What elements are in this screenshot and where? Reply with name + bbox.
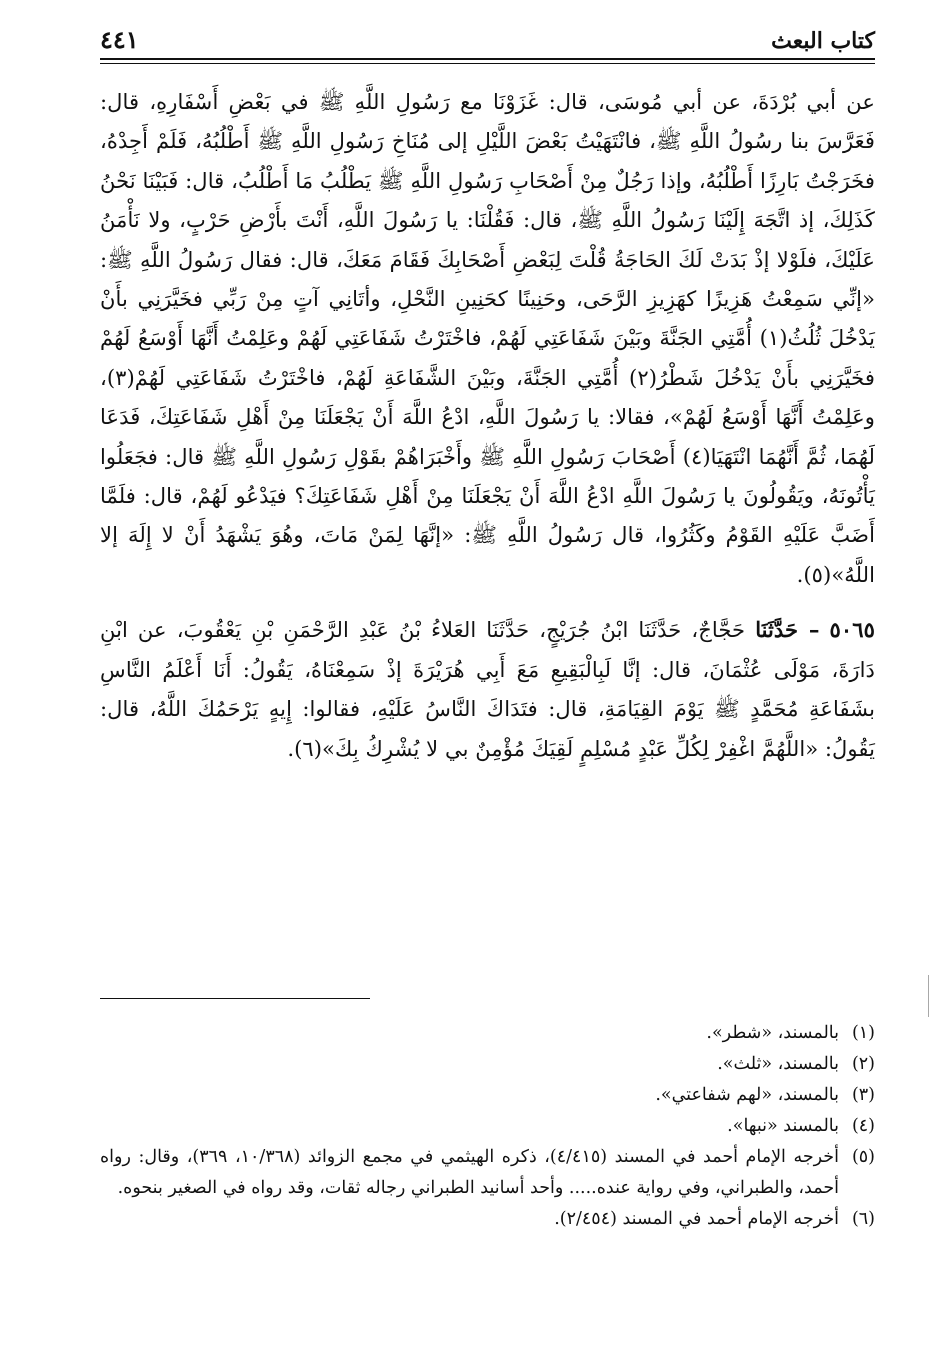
scan-mark (928, 975, 929, 1017)
footnote-label: (٤) (851, 1116, 875, 1136)
hadith-text: عن أبي بُرْدَةَ، عن أبي مُوسَى، قال: غَزَوْنَا مع رَسُولِ اللَّهِ ﷺ في بَعْضِ أَسْفَارِهِ، قال: فَعَرَّسَ بنا رسُولُ اللَّهِ ﷺ، فانْتَهَيْتُ بَعْضَ اللَّيْلِ إلى مُنَاخِ رَسُولِ اللَّهِ ﷺ أَطْلُبُهُ، فَلَمْ أَجِدْهُ، فخَرَجْتُ بَارِزًا أَطْلُبُهُ، وإذا رَجُلٌ مِنْ أَصْحَابِ رَسُولِ اللَّهِ ﷺ يَطْلُبُ مَا أَطْلُبُ، قال: فَبَيْنَا نَحْنُ كَذَلِكَ، إذ اتَّجَهَ إِلَيْنَا رَسُولُ اللَّهِ ﷺ، قال: فَقُلْنَا: يا رَسُولَ اللَّهِ، أَنْتَ بأَرْضِ حَرْبٍ، ولا نَأْمَنُ عَلَيْكَ، فلَوْلا إذْ بَدَتْ لَكَ الحَاجَةُ قُلْتَ لِبَعْضِ أَصْحَابِكَ فَقَامَ مَعَكَ، قال: فقال رَسُولُ اللَّهِ ﷺ: «إنِّي سَمِعْتُ هَزِيزًا كهَزِيزِ الرَّحَى، وحَنِينًا كحَنِينِ النَّحْلِ، وأتَانِي آتٍ مِنْ رَبِّي فخَيَّرَنِي بأَنْ يَدْخُلَ ثُلُثُ(١) أُمَّتِي الجَنَّةَ وبَيْنَ شَفَاعَتِي لَهُمْ، فاخْتَرْتُ شَفَاعَتِي لَهُمْ وعَلِمْتُ أَنَّهَا أَوْسَعُ لَهُمْ فخَيَّرَنِي بأَنْ يَدْخُلَ شَطْرُ(٢) أُمَّتِي الجَنَّةَ، وبَيْنَ الشَّفَاعَةِ لَهُمْ، فاخْتَرْتُ شَفَاعَتِي لَهُمْ(٣)، وعَلِمْتُ أَنَّهَا أَوْسَعُ لَهُمْ»، فقالا: يا رَسُولَ اللَّهِ، ادْعُ اللَّهَ أَنْ يَجْعَلَنَا مِنْ أَهْلِ شَفَاعَتِكَ، فَدَعَا لَهُمَا، ثُمَّ أَنَّهُمَا انْتَهَيَا(٤) أَصْحَابَ رَسُولِ اللَّهِ ﷺ وأَخْبَرَاهُمْ بقَوْلِ رَسُولِ اللَّهِ ﷺ قال: فجَعَلُوا يَأْتُونَهُ، ويَقُولُونَ يا رَسُولَ اللَّهِ ادْعُ اللَّهَ أَنْ يَجْعَلَنَا مِنْ أَهْلِ شَفَاعَتِكَ؟ فيَدْعُو لَهُمْ، قال: فلَمَّا أَضَبَّ عَلَيْهِ القَوْمُ وكَثُرُوا، قال رَسُولُ اللَّهِ ﷺ: «إنَّهَا لِمَنْ مَاتَ، وهُوَ يَشْهَدُ أَنْ لا إِلَهَ إلا اللَّهُ»(٥). (100, 89, 875, 587)
footnote (100, 1080, 875, 1111)
footnote (100, 1049, 875, 1080)
footnote-label: (٢) (851, 1054, 875, 1074)
main-text (100, 82, 875, 768)
footnote-text: بالمسند، «شطر». (706, 1023, 839, 1043)
footnote-text: أخرجه الإمام أحمد في المسند (٤/٤١٥)، ذكره الهيثمي في مجمع الزوائد (١٠/٣٦٨، ٣٦٩)، وقال: رواه أحمد، والطبراني، وفي رواية عنده..... وأحد أسانيد الطبراني رجاله ثقات، وقد رواه في الصغير بنحوه. (100, 1147, 839, 1198)
footnote (100, 1204, 875, 1235)
hadith-number: ٥٠٦٥ (829, 617, 875, 643)
footnote-label: (١) (851, 1023, 875, 1043)
footnote-text: بالمسند «نبها». (727, 1116, 839, 1136)
footnote-label: (٣) (851, 1085, 875, 1105)
footnote (100, 1142, 875, 1204)
page-header (100, 14, 875, 60)
page-number: ٤٤١ (100, 25, 139, 54)
footnote-separator (100, 998, 370, 999)
footnote (100, 1018, 875, 1049)
hadith-paragraph (100, 610, 875, 768)
footnote-label: (٦) (851, 1209, 875, 1229)
hadith-text: حَجَّاجٌ، حَدَّثَنَا ابْنُ جُرَيْجٍ، حَدَّثَنَا العَلاءُ بْنُ عَبْدِ الرَّحْمَنِ بْنِ يَعْقُوبَ، عن ابْنِ دَارَةَ، مَوْلَى عُثْمَانَ، قال: إنَّا لَبِالْبَقِيعِ مَعَ أَبِي هُرَيْرَةَ إذْ سَمِعْنَاهُ، يَقُولُ: أَنَا أَعْلَمُ النَّاسِ بشَفَاعَةِ مُحَمَّدٍ ﷺ يَوْمَ القِيَامَةِ، قال: فتَدَاكَ النَّاسُ عَلَيْهِ، فقالوا: إِيهٍ يَرْحَمُكَ اللَّهُ، قال: يَقُولُ: «اللَّهُمَّ اغْفِرْ لِكُلِّ عَبْدٍ مُسْلِمٍ لَقِيَكَ مُؤْمِنٌ بي لا يُشْرِكُ بِكَ»(٦). (100, 617, 875, 761)
hadith-dash: – (798, 617, 820, 643)
book-title: كتاب البعث (771, 28, 875, 54)
footnote-label: (٥) (851, 1147, 875, 1167)
footnote-text: أخرجه الإمام أحمد في المسند (٢/٤٥٤). (554, 1209, 839, 1229)
footnotes (100, 1018, 875, 1235)
footnote-text: بالمسند، «لهم شفاعتي». (655, 1085, 839, 1105)
footnote-text: بالمسند، «ثلث». (717, 1054, 839, 1074)
book-page (100, 14, 875, 1314)
hadith-paragraph (100, 82, 875, 594)
footnote (100, 1111, 875, 1142)
hadith-intro: حَدَّثَنَا (755, 617, 799, 643)
